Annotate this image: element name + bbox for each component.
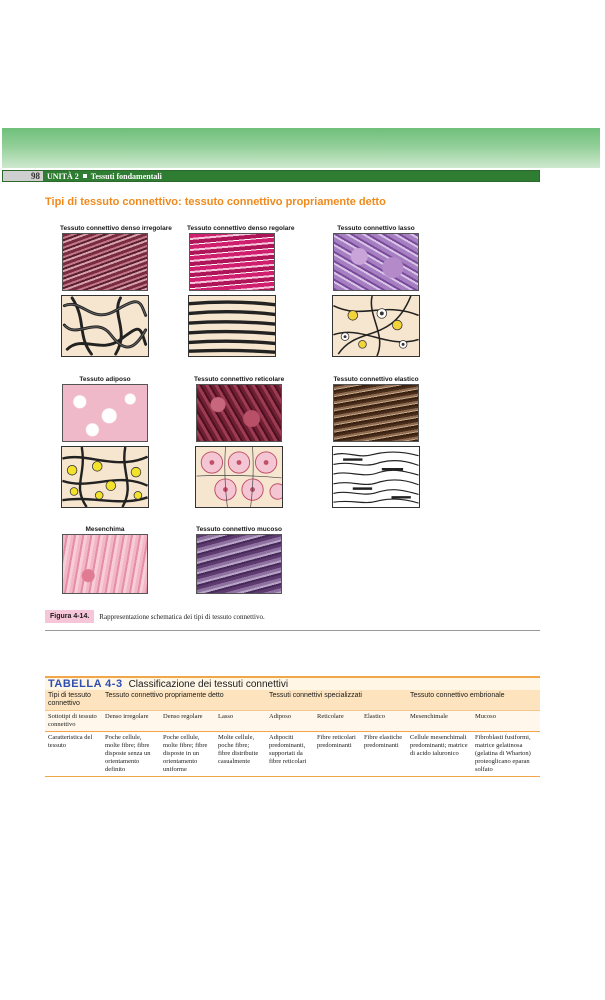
table-cell: Elastico: [361, 711, 407, 732]
divider: [45, 630, 540, 631]
square-bullet-icon: [83, 174, 87, 178]
table-cell: Mesenchimale: [407, 711, 472, 732]
schematic-drawing: [61, 446, 149, 508]
table-row: [45, 732, 540, 777]
table-cell: Cellule mesenchimali predominanti; matrice di acido ialuronico: [407, 732, 472, 777]
micrograph-image: [196, 534, 282, 594]
table-cell: Poche cellule, molte fibre; fibre disposte senza un orientamento definito: [102, 732, 160, 777]
table-header-row: [45, 690, 540, 711]
panel-reticular: [194, 375, 284, 508]
top-green-band: [2, 128, 600, 168]
schematic-drawing: [195, 446, 283, 508]
running-header: [2, 170, 540, 182]
micrograph-image: [62, 384, 148, 442]
table-cell: Adiposo: [266, 711, 314, 732]
classification-table: [45, 690, 540, 777]
micrograph-image: [62, 534, 148, 594]
panel-caption: Tessuto connettivo denso regolare: [187, 225, 295, 232]
figure-caption: [45, 610, 265, 623]
panel-caption: Tessuto connettivo reticolare: [194, 376, 285, 383]
header-cell: Tessuto connettivo propriamente detto: [102, 690, 266, 711]
unit-label: UNITÀ 2: [47, 171, 79, 181]
panel-caption: Tessuto connettivo mucoso: [196, 526, 282, 533]
micrograph-image: [62, 233, 148, 291]
table-cell: Denso regolare: [160, 711, 215, 732]
panel-caption: Tessuto connettivo lasso: [337, 225, 415, 232]
section-title: Tipi di tessuto connettivo: tessuto connettivo propriamente detto: [45, 196, 386, 208]
table-title-bar: [45, 676, 540, 690]
panel-caption: Tessuto connettivo denso irregolare: [60, 225, 172, 232]
panel-dense-regular: [187, 224, 295, 357]
table-cell: Lasso: [215, 711, 266, 732]
table-cell: Denso irregolare: [102, 711, 160, 732]
panel-caption: Tessuto connettivo elastico: [333, 376, 419, 383]
schematic-drawing: [188, 295, 276, 357]
table-cell: Fibre reticolari predominanti: [314, 732, 361, 777]
table-title: Classificazione dei tessuti connettivi: [128, 678, 289, 690]
table-cell: Reticolare: [314, 711, 361, 732]
header-cell: Tessuto connettivo embrionale: [407, 690, 540, 711]
panel-dense-irregular: [60, 224, 172, 357]
schematic-drawing: [61, 295, 149, 357]
panel-mucous: [194, 525, 284, 594]
figure-caption-text: Rappresentazione schematica dei tipi di tessuto connettivo.: [99, 612, 265, 621]
table-number: TABELLA 4-3: [48, 678, 123, 690]
schematic-drawing: [332, 446, 420, 508]
micrograph-image: [196, 384, 282, 442]
table-cell: Adipociti predominanti, supportati da fibre reticolari: [266, 732, 314, 777]
unit-heading: [43, 171, 539, 181]
table-cell: Fibre elastiche predominanti: [361, 732, 407, 777]
header-cell: Tessuti connettivi specializzati: [266, 690, 407, 711]
panel-adipose: [60, 375, 150, 508]
figure-label: Figura 4-14.: [45, 610, 94, 623]
panel-caption: Tessuto adiposo: [79, 376, 131, 383]
row-label: Caratteristica del tessuto: [45, 732, 102, 777]
panel-caption: Mesenchima: [85, 526, 125, 533]
row-label: Sottotipi di tessuto connettivo: [45, 711, 102, 732]
page-number: 98: [3, 171, 43, 181]
panel-elastic: [331, 375, 421, 508]
table-row: [45, 711, 540, 732]
table-cell: Mucoso: [472, 711, 540, 732]
micrograph-image: [189, 233, 275, 291]
table-cell: Molte cellule, poche fibre; fibre distribuite casualmente: [215, 732, 266, 777]
micrograph-image: [333, 384, 419, 442]
table-cell: Fibroblasti fusiformi, matrice gelatinosa (gelatina di Wharton) proteoglicano eparan solfato: [472, 732, 540, 777]
unit-title: Tessuti fondamentali: [90, 171, 162, 181]
schematic-drawing: [332, 295, 420, 357]
panel-loose: [331, 224, 421, 357]
micrograph-image: [333, 233, 419, 291]
table-cell: Poche cellule, molte fibre; fibre disposte in un orientamento uniforme: [160, 732, 215, 777]
header-cell: Tipi di tessuto connettivo: [45, 690, 102, 711]
panel-mesenchyme: [60, 525, 150, 594]
